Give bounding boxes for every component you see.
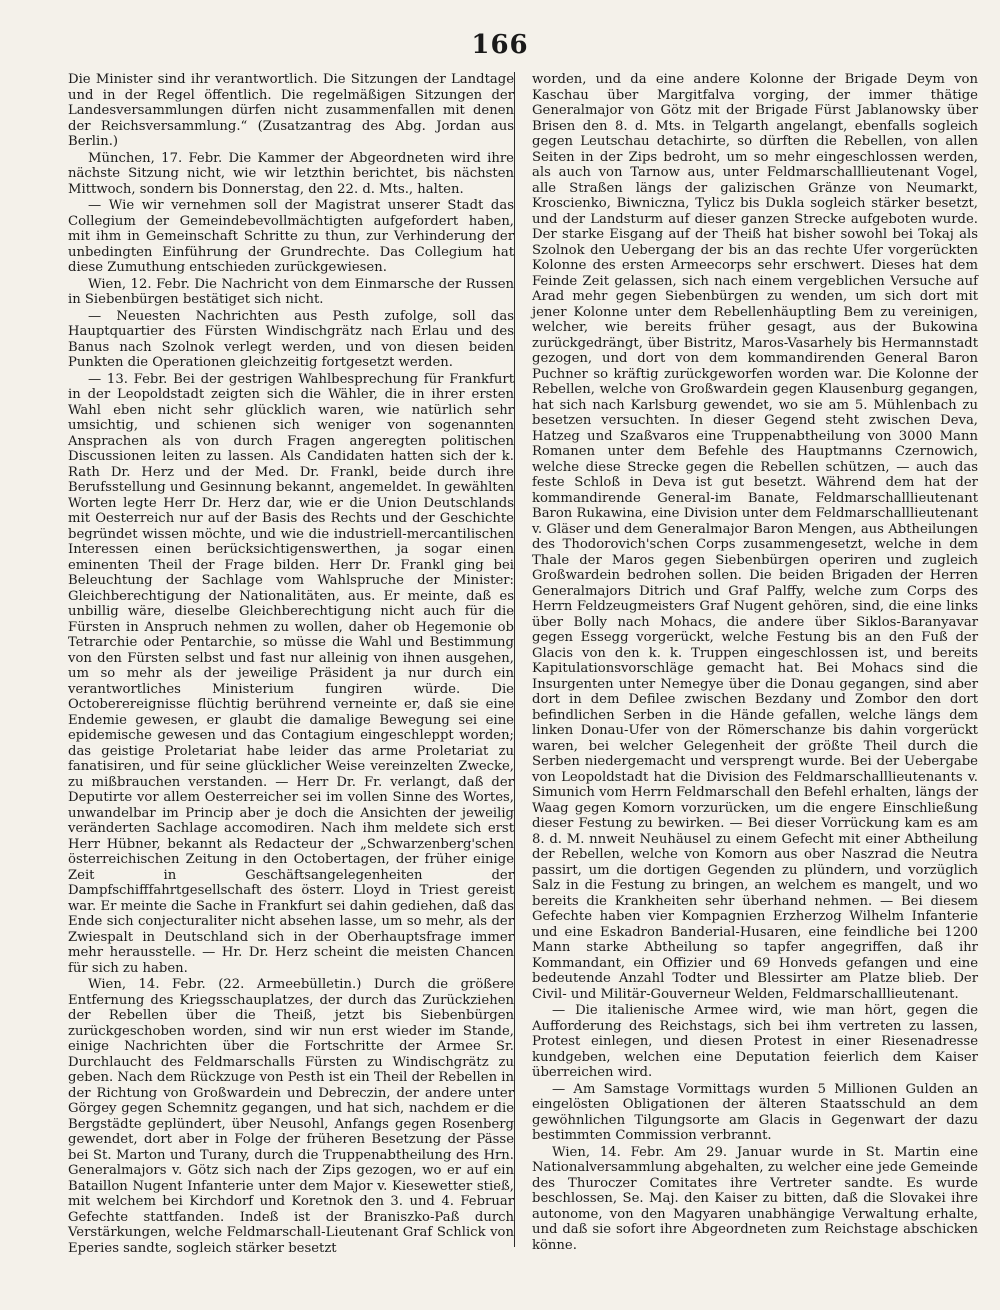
right-column: [532, 72, 978, 1253]
article-paragraph: München, 17. Febr. Die Kammer der Abgeordneten wird ihre nächste Sitzung nicht, wie wir letzthin berichtet, bis nächsten Mittwoch, sondern bis Donnerstag, den 22. d. Mts., halten.: [68, 150, 514, 197]
article-paragraph: Wien, 14. Febr. (22. Armeebülletin.) Durch die größere Entfernung des Kriegsschauplatzes, der durch das Zurückziehen der Rebellen über die Theiß, jetzt bis Siebenbürgen zurückgeschoben worden, sind wir nun erst wieder im Stande, einige Nachrichten über die Fortschritte der Armee Sr. Durchlaucht des Feldmarschalls Fürsten zu Windischgrätz zu geben. Nach dem Rückzuge von Pesth ist ein Theil der Rebellen in der Richtung von Großwardein und Debreczin, der andere unter Görgey gegen Schemnitz gegangen, und hat sich, nachdem er die Bergstädte geplündert, über Neusohl, Anfangs gegen Rosenberg gewendet, dort aber in Folge der früheren Besetzung der Pässe bei St. Marton und Turany, durch die Truppenabtheilung des Hrn. Generalmajors v. Götz sich nach der Zips gezogen, wo er auf ein Bataillon Nugent Infanterie unter dem Major v. Kiesewetter stieß, mit welchem bei Kirchdorf und Koretnok den 3. und 4. Februar Gefechte stattfanden. Indeß ist der Braniszko-Paß durch Verstärkungen, welche Feldmarschall-Lieutenant Graf Schlick von Eperies sandte, sogleich stärker besetzt: [68, 977, 514, 1256]
article-paragraph: — 13. Febr. Bei der gestrigen Wahlbesprechung für Frankfurt in der Leopoldstadt zeigten sich die Wähler, die in ihrer ersten Wahl eben nicht sehr glücklich waren, wie natürlich sehr umsichtig, und schienen sich weniger von sogenannten Ansprachen als von durch Fragen angeregten politischen Discussionen leiten zu lassen. Als Candidaten hatten sich der k. Rath Dr. Herz und der Med. Dr. Frankl, beide durch ihre Berufsstellung und Gesinnung bekannt, angemeldet. In gewählten Worten legte Herr Dr. Herz dar, wie er die Union Deutschlands mit Oesterreich nur auf der Basis des Rechts und der Geschichte begründet wissen möchte, und wie die industriell-mercantilischen Interessen einen berücksichtigenswerthen, ja sogar einen eminenten Theil der Frage bilden. Herr Dr. Frankl ging bei Beleuchtung der Sachlage vom Wahlspruche der Minister: Gleichberechtigung der Nationalitäten, aus. Er meinte, daß es unbillig wäre, dieselbe Gleichberechtigung nicht auch für die Fürsten in Anspruch nehmen zu wollen, daher ob Hegemonie ob Tetrarchie oder Pentarchie, so müsse die Wahl und Bestimmung von den Fürsten selbst und fast nur alleinig von ihnen ausgehen, um so mehr als der jeweilige Präsident ja nur durch ein verantwortliches Ministerium fungiren würde. Die Octoberereignisse flüchtig berührend verneinte er, daß sie eine Endemie gewesen, er glaubt die damalige Bewegung sei eine epidemische gewesen und das Contagium eingeschleppt worden; das geistige Proletariat habe leider das arme Proletariat zu fanatisiren, und für seine glücklicher Weise vereinzelten Zwecke, zu mißbrauchen verstanden. — Herr Dr. Fr. verlangt, daß der Deputirte vor allem Oesterreicher sei im vollen Sinne des Wortes, unwandelbar im Princip aber je doch die Ansichten der jeweilig veränderten Sachlage accomodiren. Nach ihm meldete sich erst Herr Hübner, bekannt als Redacteur der „Schwarzenberg'schen österreichischen Zeitung in den Octobertagen, der früher einige Zeit in Geschäftsangelegenheiten der Dampfschifffahrtgesellschaft des österr. Lloyd in Triest gereist war. Er meinte die Sache in Frankfurt sei dahin gediehen, daß das Ende sich conjecturaliter nicht absehen lasse, um so mehr, als der Zwiespalt in Deutschland sich in der Oberhauptsfrage immer mehr herausstelle. — Hr. Dr. Herz scheint die meisten Chancen für sich zu haben.: [68, 371, 514, 976]
article-paragraph: worden, und da eine andere Kolonne der Brigade Deym von Kaschau über Margitfalva vorging, der immer thätige Generalmajor von Götz mit der Brigade Fürst Jablanowsky über Brisen den 8. d. Mts. in Telgarth angelangt, ebenfalls sogleich gegen Leutschau detachirte, so dürften die Rebellen, von allen Seiten in der Zips bedroht, um so mehr eingeschlossen werden, als auch von Tarnow aus, unter Feldmarschalllieutenant Vogel, alle Straßen längs der galizischen Gränze von Neumarkt, Kroscienko, Biwniczna, Tylicz bis Dukla sogleich stärker besetzt, und der Landsturm auf dieser ganzen Strecke aufgeboten wurde. Der starke Eisgang auf der Theiß hat bisher sowohl bei Tokaj als Szolnok den Uebergang der bis an das rechte Ufer vorgerückten Kolonne des ersten Armeecorps sehr erschwert. Dieses hat dem Feinde Zeit gelassen, sich nach einem vergeblichen Versuche auf Arad mehr gegen Siebenbürgen zu wenden, um sich dort mit jener Kolonne unter dem Rebellenhäuptling Bem zu vereinigen, welcher, wie bereits früher gesagt, aus der Bukowina zurückgedrängt, über Bistritz, Maros-Vasarhely bis Hermannstadt gezogen, und dort von dem kommandirenden General Baron Puchner so kräftig zurückgeworfen worden war. Die Kolonne der Rebellen, welche von Großwardein gegen Klausenburg gegangen, hat sich nach Karlsburg gewendet, wo sie am 5. Mühlenbach zu besetzen versuchten. In dieser Gegend steht zwischen Deva, Hatzeg und Szaßvaros eine Truppenabtheilung von 3000 Mann Romanen unter dem Befehle des Hauptmanns Czernowich, welche diese Strecke gegen die Rebellen schützen, — auch das feste Schloß in Deva ist gut besetzt. Während dem hat der kommandirende General-im Banate, Feldmarschalllieutenant Baron Rukawina, eine Division unter dem Feldmarschalllieutenant v. Gläser und dem Generalmajor Baron Mengen, aus Abtheilungen des Thodorovich'schen Corps zusammengesetzt, welche in dem Thale der Maros gegen Siebenbürgen operiren und zugleich Großwardein bedrohen sollen. Die beiden Brigaden der Herren Generalmajors Ditrich und Graf Palffy, welche zum Corps des Herrn Feldzeugmeisters Graf Nugent gehören, sind, die eine links über Bolly nach Mohacs, die andere über Siklos-Baranyavar gegen Essegg vorgerückt, welche Festung bis an den Fuß der Glacis von den k. k. Truppen eingeschlossen ist, und bereits Kapitulationsvorschläge gemacht hat. Bei Mohacs sind die Insurgenten unter Nemegye über die Donau gegangen, sind aber dort in dem Defilee zwischen Bezdany und Zombor den dort befindlichen Serben in die Hände gefallen, welche längs dem linken Donau-Ufer von der Römerschanze bis dahin vorgerückt waren, bei welcher Gelegenheit der größte Theil durch die Serben niedergemacht und versprengt wurde. Bei der Uebergabe von Leopoldstadt hat die Division des Feldmarschalllieutenants v. Simunich vom Herrn Feldmarschall den Befehl erhalten, längs der Waag gegen Komorn vorzurücken, um die engere Einschließung dieser Festung zu bewirken. — Bei dieser Vorrückung kam es am 8. d. M. nnweit Neuhäusel zu einem Gefecht mit einer Abtheilung der Rebellen, welche von Komorn aus ober Naszrad die Neutra passirt, um die dortigen Gegenden zu plündern, und vorzüglich Salz in die Festung zu bringen, an welchem es mangelt, und wo bereits die Krankheiten sehr überhand nehmen. — Bei diesem Gefechte haben vier Kompagnien Erzherzog Wilhelm Infanterie und eine Eskadron Banderial-Husaren, eine feindliche bei 1200 Mann starke Abtheilung so tapfer angegriffen, daß ihr Kommandant, ein Offizier und 69 Honveds gefangen und eine bedeutende Anzahl Todter und Blessirter am Platze blieb. Der Civil- und Militär-Gouverneur Welden, Feldmarschalllieutenant.: [532, 72, 978, 1002]
page-number: 166: [471, 30, 529, 60]
column-divider: [514, 72, 515, 1247]
article-paragraph: Wien, 12. Febr. Die Nachricht von dem Einmarsche der Russen in Siebenbürgen bestätiget sich nicht.: [68, 276, 514, 307]
article-paragraph: Die Minister sind ihr verantwortlich. Die Sitzungen der Landtage und in der Regel öffentlich. Die regelmäßigen Sitzungen der Landesversammlungen dürfen nicht zusammenfallen mit denen der Reichsversammlung.“ (Zusatzantrag des Abg. Jordan aus Berlin.): [68, 72, 514, 149]
article-paragraph: — Am Samstage Vormittags wurden 5 Millionen Gulden an eingelösten Obligationen der älteren Staatsschuld an dem gewöhnlichen Tilgungsorte am Glacis in Gegenwart der dazu bestimmten Commission verbrannt.: [532, 1081, 978, 1143]
article-paragraph: Wien, 14. Febr. Am 29. Januar wurde in St. Martin eine Nationalversammlung abgehalten, zu welcher eine jede Gemeinde des Thuroczer Comitates ihre Vertreter sandte. Es wurde beschlossen, Se. Maj. den Kaiser zu bitten, daß die Slovakei ihre autonome, von den Magyaren unabhängige Verwaltung erhalte, und daß sie sofort ihre Abgeordneten zum Reichstage abschicken könne.: [532, 1144, 978, 1253]
left-column: [68, 72, 514, 1256]
article-paragraph: — Neuesten Nachrichten aus Pesth zufolge, soll das Hauptquartier des Fürsten Windischgrätz nach Erlau und des Banus nach Szolnok verlegt werden, und von diesen beiden Punkten die Operationen gleichzeitig fortgesetzt werden.: [68, 308, 514, 370]
article-paragraph: — Die italienische Armee wird, wie man hört, gegen die Aufforderung des Reichstags, sich bei ihm vertreten zu lassen, Protest einlegen, und diesen Protest in einer Riesenadresse kundgeben, welchen eine Deputation feierlich dem Kaiser überreichen wird.: [532, 1003, 978, 1080]
article-paragraph: — Wie wir vernehmen soll der Magistrat unserer Stadt das Collegium der Gemeindebevollmächtigten aufgefordert haben, mit ihm in Gemeinschaft Schritte zu thun, zur Verhinderung der unbedingten Einführung der Grundrechte. Das Collegium hat diese Zumuthung entschieden zurückgewiesen.: [68, 198, 514, 275]
